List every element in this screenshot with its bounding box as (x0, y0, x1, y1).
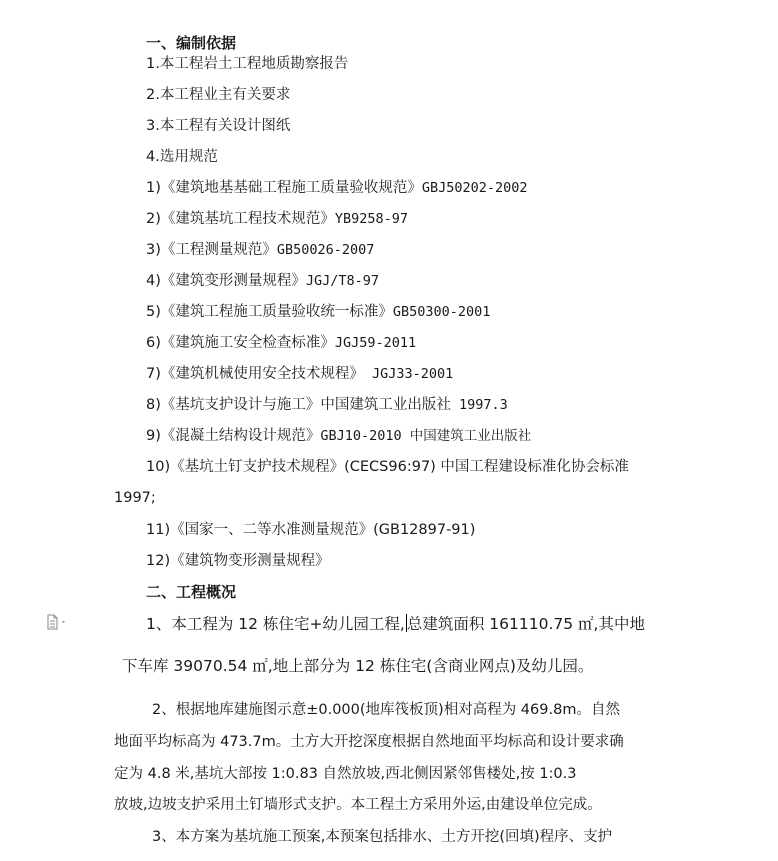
spec-item: 1)《建筑地基基础工程施工质量验收规范》GBJ50202-2002 (146, 180, 528, 196)
basis-item-3: 3.本工程有关设计图纸 (146, 118, 291, 134)
spec-item: 9)《混凝土结构设计规范》GBJ10-2010 中国建筑工业出版社 (146, 428, 532, 444)
spec-item: 5)《建筑工程施工质量验收统一标准》GB50300-2001 (146, 304, 491, 320)
spec-item: 2)《建筑基坑工程技术规范》YB9258-97 (146, 211, 409, 227)
overview-paragraph-2-line: 2、根据地库建施图示意±0.000(地库筏板顶)相对高程为 469.8m。自然 (152, 702, 620, 718)
basis-item-1: 1.本工程岩土工程地质勘察报告 (146, 56, 349, 72)
overview-paragraph-2-line: 放坡,边坡支护采用土钉墙形式支护。本工程土方采用外运,由建设单位完成。 (114, 797, 602, 813)
document-icon[interactable] (46, 614, 70, 630)
section-heading-basis: 一、编制依据 (146, 34, 237, 52)
spec-item-11: 11)《国家一、二等水准测量规范》(GB12897-91) (146, 522, 476, 538)
overview-paragraph-3: 3、本方案为基坑施工预案,本预案包括排水、土方开挖(回填)程序、支护 (152, 829, 613, 845)
spec-item: 6)《建筑施工安全检查标准》JGJ59-2011 (146, 335, 417, 351)
spec-item-10: 10)《基坑土钉支护技术规程》(CECS96:97) 中国工程建设标准化协会标准 (146, 459, 629, 475)
section-heading-overview: 二、工程概况 (146, 583, 237, 601)
spec-item: 3)《工程测量规范》GB50026-2007 (146, 242, 375, 258)
spec-item: 4)《建筑变形测量规程》JGJ/T8-97 (146, 273, 380, 289)
spec-item-10-continued: 1997; (114, 490, 156, 506)
overview-paragraph-1-continued: 下车库 39070.54 ㎡,地上部分为 12 栋住宅(含商业网点)及幼儿园。 (122, 657, 594, 675)
basis-item-4: 4.选用规范 (146, 149, 218, 165)
spec-item: 8)《基坑支护设计与施工》中国建筑工业出版社 1997.3 (146, 397, 508, 413)
spec-item-12: 12)《建筑物变形测量规程》 (146, 553, 330, 569)
overview-paragraph-2-line: 地面平均标高为 473.7m。土方大开挖深度根据自然地面平均标高和设计要求确 (114, 734, 624, 750)
overview-paragraph-2-line: 定为 4.8 米,基坑大部按 1:0.83 自然放坡,西北侧因紧邻售楼处,按 1:0.3 (114, 766, 577, 782)
basis-item-2: 2.本工程业主有关要求 (146, 87, 291, 103)
spec-item: 7)《建筑机械使用安全技术规程》 JGJ33-2001 (146, 366, 454, 382)
overview-paragraph-1: 1、本工程为 12 栋住宅+幼儿园工程, 总建筑面积 161110.75 ㎡,其中地 (146, 615, 645, 633)
